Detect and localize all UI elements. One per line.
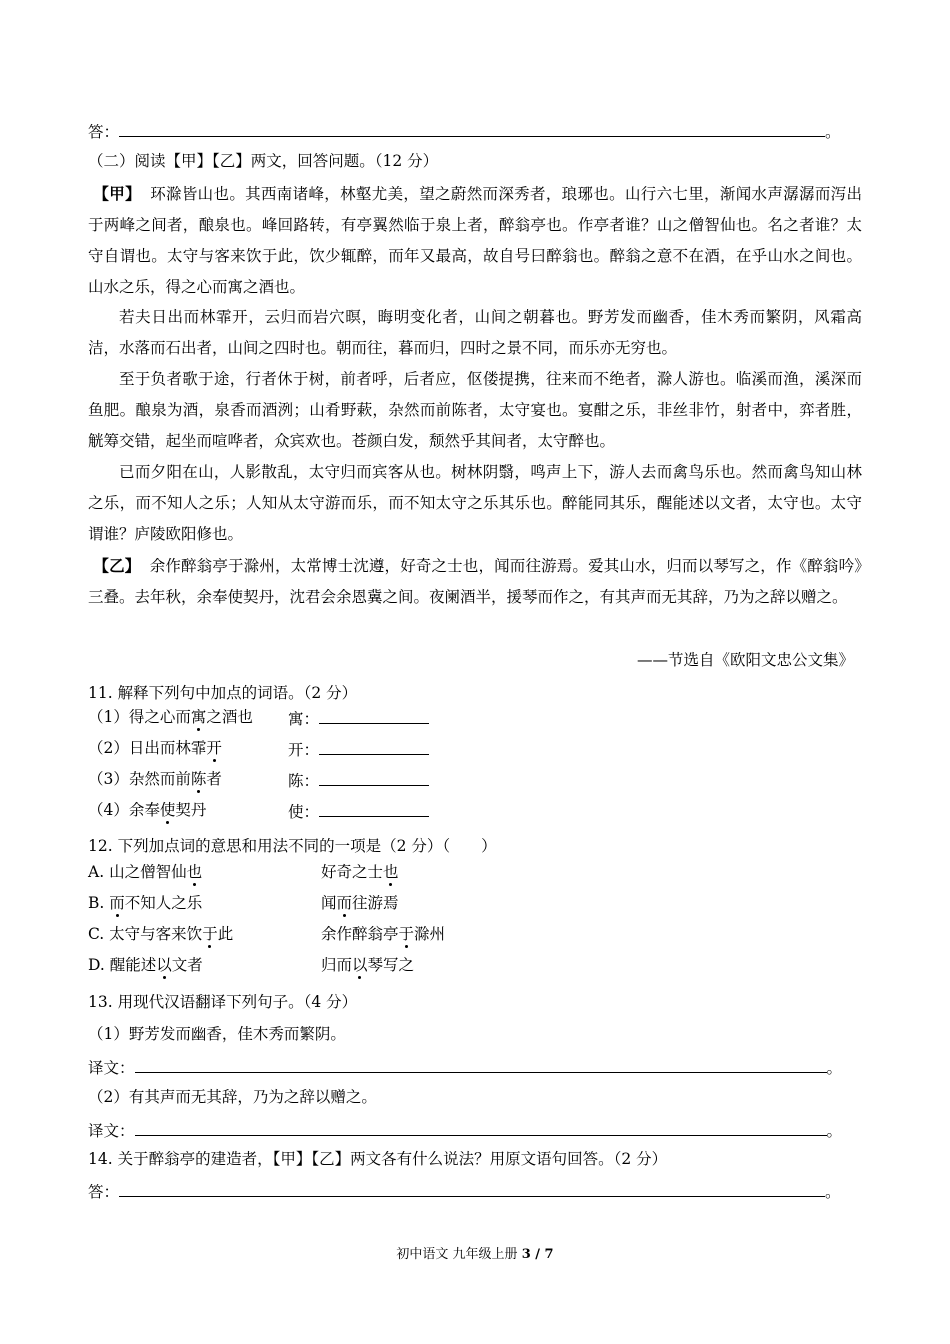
q13-sentence-2: （2）有其声而无其辞，乃为之辞以赠之。 xyxy=(88,1088,377,1106)
answer-label: 答： xyxy=(88,123,120,141)
q11-item-4: （4）余奉使契丹 使： xyxy=(88,800,206,820)
q12-option-c[interactable]: C. 太守与客来饮于此 余作醉翁亭于滁州 xyxy=(88,925,446,943)
q11-item-3: （3）杂然而前陈者 陈： xyxy=(88,769,222,789)
q14-answer-blank[interactable] xyxy=(119,1180,825,1197)
answer-blank[interactable] xyxy=(119,120,825,137)
q13-sentence-1: （1）野芳发而幽香，佳木秀而繁阴。 xyxy=(88,1025,346,1043)
q13-answer-blank-2[interactable] xyxy=(135,1119,827,1136)
q12-title: 12. 下列加点词的意思和用法不同的一项是（2 分）（ ） xyxy=(88,837,497,855)
dotted-word: 寓 xyxy=(190,708,207,726)
q11-blank-2[interactable] xyxy=(319,738,429,755)
top-answer-line: 答： 。 xyxy=(88,120,841,142)
passage-jia-p4: 已而夕阳在山，人影散乱，太守归而宾客从也。树林阴翳，鸣声上下，游人去而禽鸟乐也。然而禽鸟知山林之乐，而不知人之乐；人知从太守游而乐，而不知太守之乐其乐也。醉能同其乐，醒能述以文者，太守也。太守谓谁？庐陵欧阳修也。 xyxy=(88,463,862,543)
passage-jia-p1: 【甲】 环滁皆山也。其西南诸峰，林壑尤美，望之蔚然而深秀者，琅琊也。山行六七里，渐闻水声潺潺而泻出于两峰之间者，酿泉也。峰回路转，有亭翼然临于泉上者，醉翁亭也。作亭者谁？山之僧智仙也。名之者谁？太守自谓也。太守与客来饮于此，饮少辄醉，而年又最高，故自号曰醉翁也。醉翁之意不在酒，在乎山水之间也。山水之乐，得之心而寓之酒也。 xyxy=(88,184,862,296)
passage-jia-p2: 若夫日出而林霏开，云归而岩穴暝，晦明变化者，山间之朝暮也。野芳发而幽香，佳木秀而繁阴，风霜高洁，水落而石出者，山间之四时也。朝而往，暮而归，四时之景不同，而乐亦无穷也。 xyxy=(88,308,862,357)
q14-title: 14. 关于醉翁亭的建造者，【甲】【乙】两文各有什么说法？用原文语句回答。（2 分） xyxy=(88,1150,668,1168)
dotted-word: 陈 xyxy=(190,770,207,788)
passage-source: ——节选自《欧阳文忠公文集》 xyxy=(636,651,854,669)
q11-blank-1[interactable] xyxy=(319,707,429,724)
dotted-word: 开 xyxy=(206,739,222,757)
passage-yi: 【乙】 余作醉翁亭于滁州，太常博士沈遵，好奇之士也，闻而往游焉。爱其山水，归而以琴写之，作《醉翁吟》三叠。去年秋，余奉使契丹，沈君会余恩冀之间。夜阑酒半，援琴而作之，有其声而无其辞，乃为之辞以赠之。 xyxy=(88,556,862,606)
q13-answer-2: 译文： 。 xyxy=(88,1119,842,1141)
passage-jia-p3: 至于负者歌于途，行者休于树，前者呼，后者应，伛偻提携，往来而不绝者，滁人游也。临溪而渔，溪深而鱼肥。酿泉为酒，泉香而酒洌；山肴野蔌，杂然而前陈者，太守宴也。宴酣之乐，非丝非竹，射者中，弈者胜，觥筹交错，起坐而喧哗者，众宾欢也。苍颜白发，颓然乎其间者，太守醉也。 xyxy=(88,370,862,450)
q12-option-b[interactable]: B. 而不知人之乐 闻而往游焉 xyxy=(88,894,399,912)
q11-item-1: （1）得之心而寓之酒也 寓： xyxy=(88,707,253,727)
passage-jia-tag: 【甲】 xyxy=(93,184,141,203)
q13-answer-blank-1[interactable] xyxy=(135,1056,827,1073)
page-footer xyxy=(0,1246,950,1264)
passage-yi-tag: 【乙】 xyxy=(93,556,141,575)
dotted-word: 使 xyxy=(159,801,176,819)
section-title: （二）阅读【甲】【乙】两文，回答问题。（12 分） xyxy=(88,152,439,170)
q12-option-d[interactable]: D. 醒能述以文者 归而以琴写之 xyxy=(88,956,415,974)
q12-option-a[interactable]: A. 山之僧智仙也 好奇之士也 xyxy=(88,863,399,881)
q11-blank-3[interactable] xyxy=(319,769,429,786)
q13-answer-1: 译文： 。 xyxy=(88,1056,842,1078)
q11-title: 11. 解释下列句中加点的词语。（2 分） xyxy=(88,684,358,702)
page-number: 3 / 7 xyxy=(521,1247,554,1262)
q13-title: 13. 用现代汉语翻译下列句子。（4 分） xyxy=(88,993,358,1011)
q14-answer: 答： 。 xyxy=(88,1180,841,1202)
q11-blank-4[interactable] xyxy=(319,800,429,817)
footer-subject: 初中语文 九年级上册 xyxy=(396,1247,522,1262)
q11-item-2: （2）日出而林霏开 开： xyxy=(88,738,222,758)
